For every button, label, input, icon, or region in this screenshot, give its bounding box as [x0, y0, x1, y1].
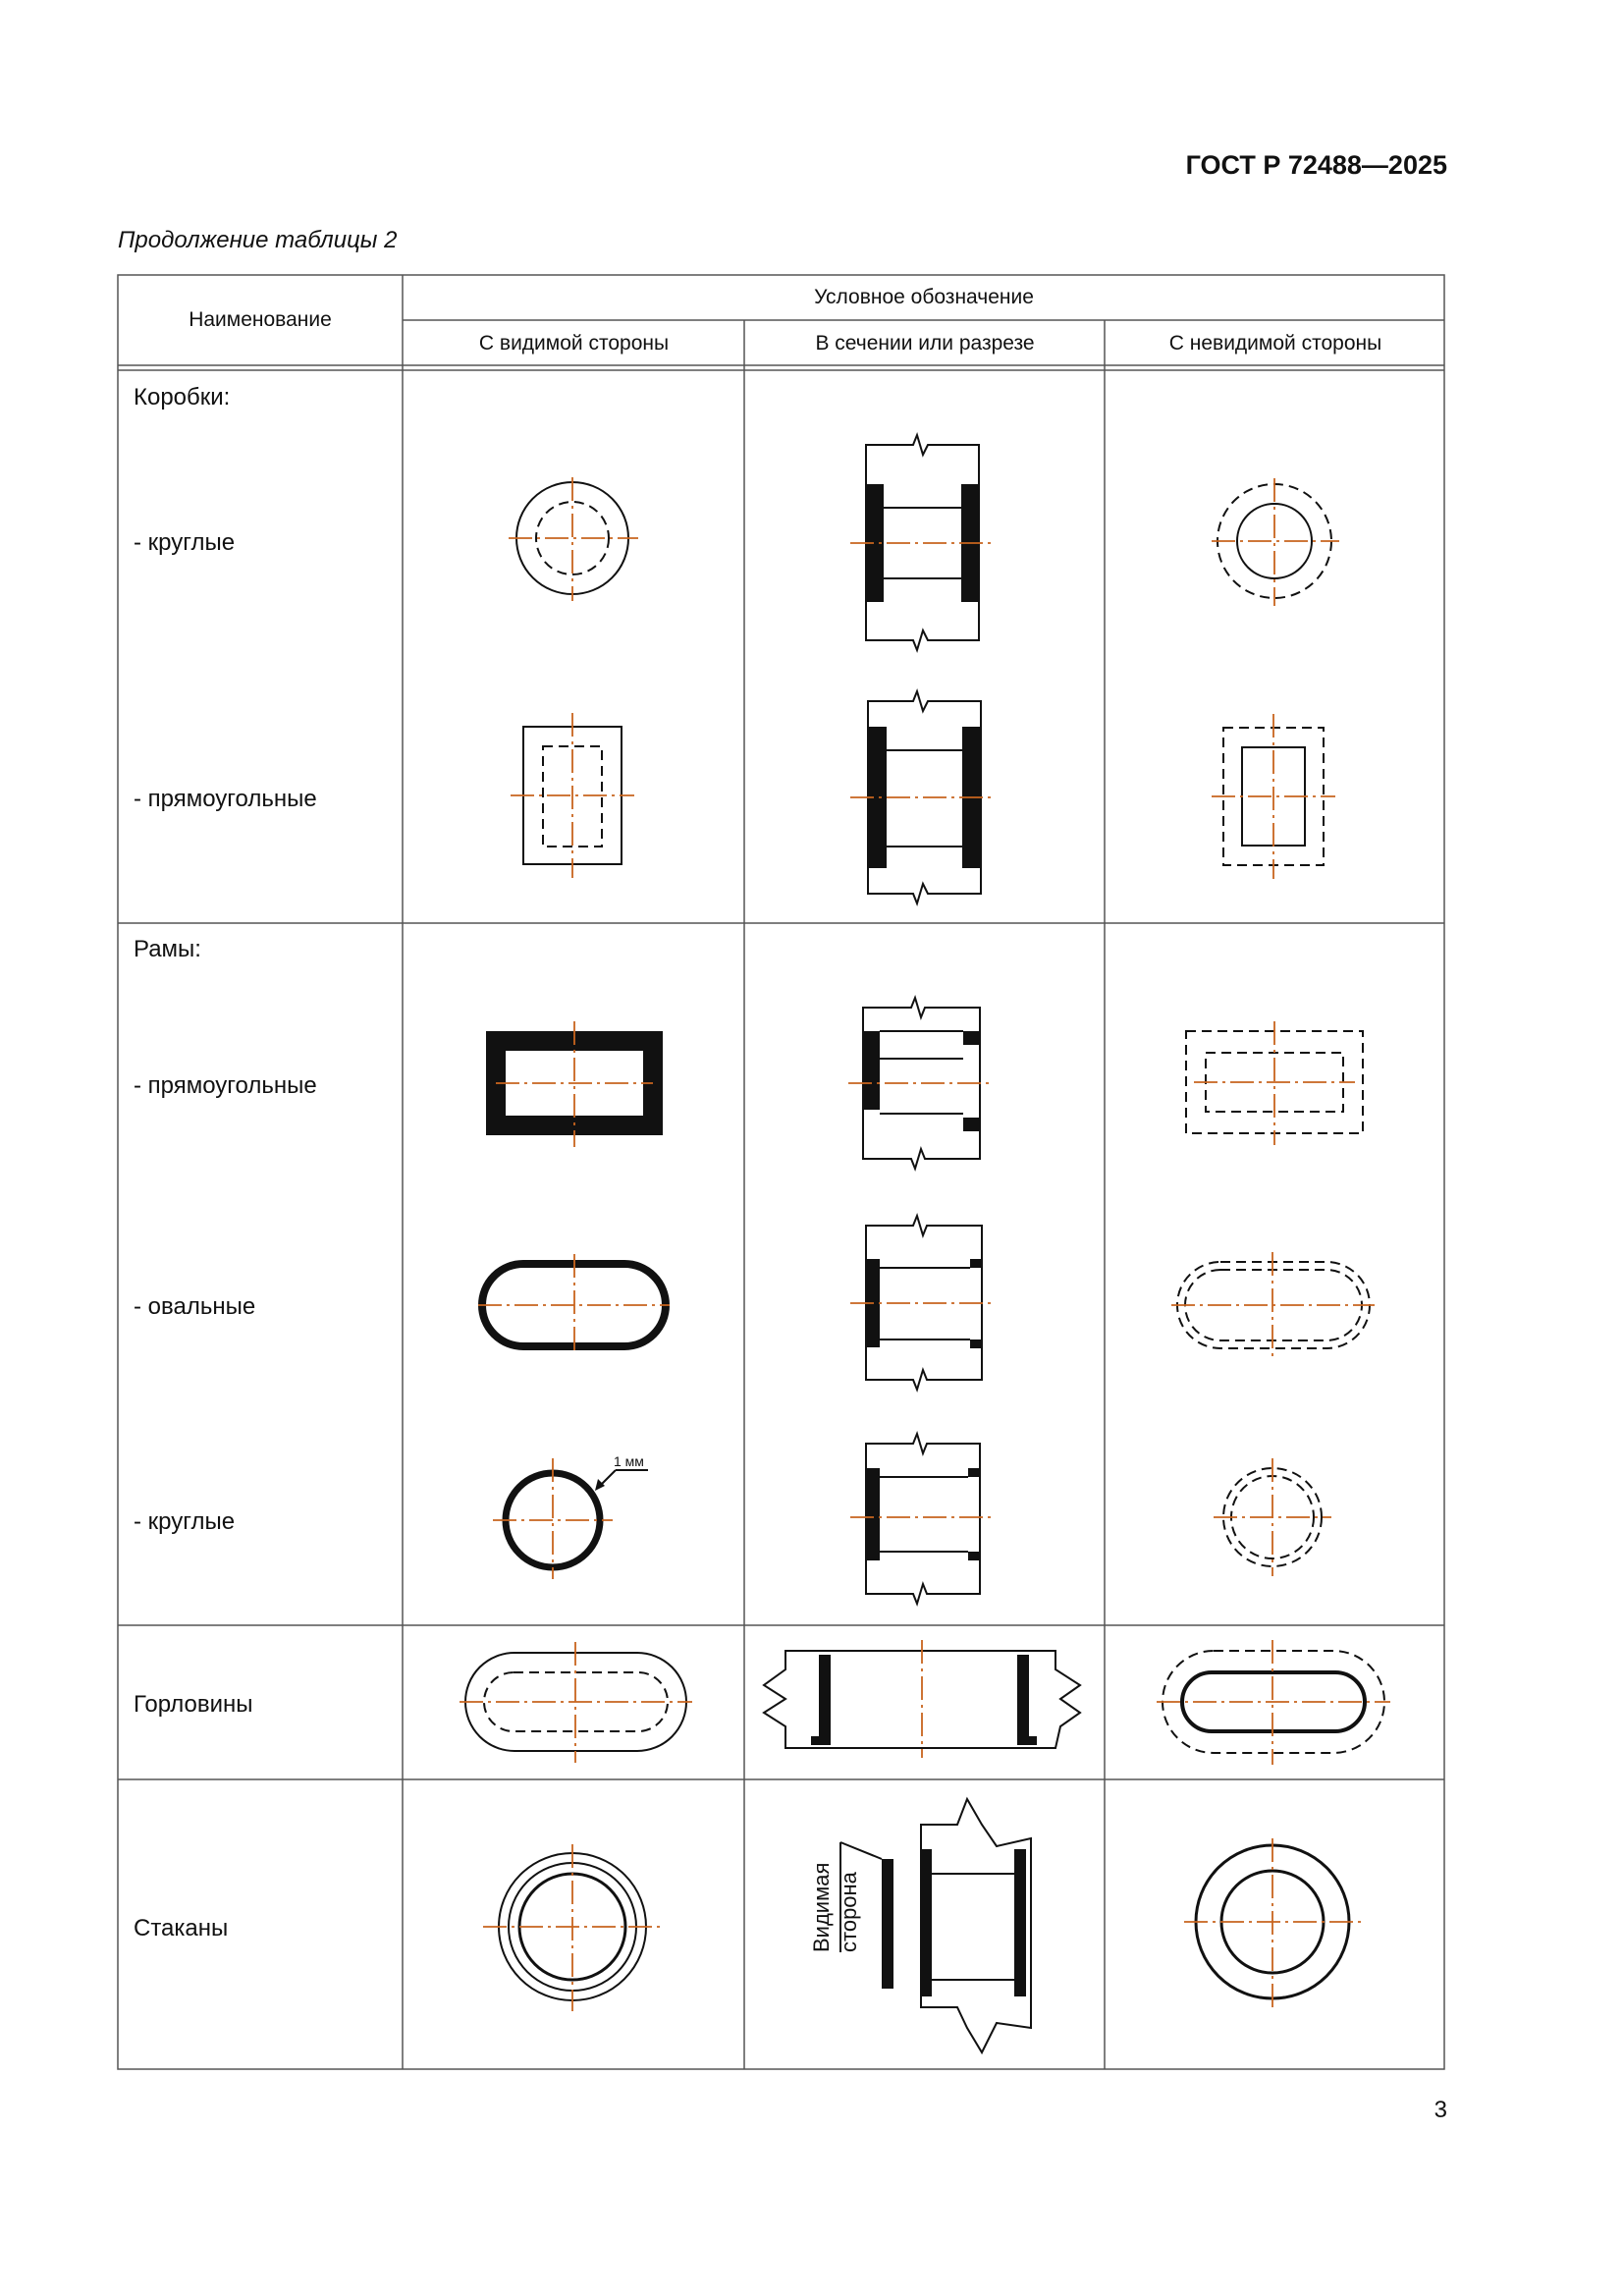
symbol-box-round-hidden: [1212, 478, 1339, 606]
symbol-sleeve-hidden: [1184, 1838, 1361, 2007]
symbol-box-rect-hidden: [1212, 714, 1335, 879]
symbol-neck-visible: [460, 1642, 692, 1763]
row-label-sleeves: Стаканы: [134, 1915, 229, 1941]
symbol-box-rect-section: [850, 691, 996, 903]
row-label-boxes-rect: - прямоугольные: [134, 786, 317, 812]
group-title-frames: Рамы:: [134, 936, 201, 962]
symbol-frame-round-visible: [493, 1453, 648, 1579]
header-group-title: Условное обозначение: [814, 286, 1034, 308]
visible-side-label-line2: сторона: [837, 1872, 861, 1952]
symbol-frame-oval-section: [850, 1216, 996, 1390]
symbol-frame-oval-visible: [478, 1254, 670, 1355]
symbol-frame-rect-section: [848, 998, 994, 1169]
page-number: 3: [1434, 2097, 1447, 2123]
symbol-sleeve-section: [809, 1799, 1031, 2052]
group-title-boxes: Коробки:: [134, 384, 231, 410]
header-col-hidden: С невидимой стороны: [1168, 332, 1382, 355]
symbol-frame-round-section: [850, 1434, 994, 1604]
table-continuation-caption: Продолжение таблицы 2: [118, 227, 398, 253]
visible-side-label-line1: Видимая: [809, 1862, 834, 1952]
row-label-necks: Горловины: [134, 1691, 253, 1718]
symbol-box-rect-visible: [511, 713, 634, 878]
header-col-section: В сечении или разрезе: [815, 332, 1035, 355]
symbol-frame-rect-visible: [486, 1021, 663, 1147]
symbol-frame-rect-hidden: [1186, 1021, 1363, 1145]
symbol-box-round-section: [850, 435, 994, 650]
symbol-box-round-visible: [509, 477, 638, 601]
header-name-column: Наименование: [189, 308, 332, 331]
header-col-visible: С видимой стороны: [478, 332, 670, 355]
symbol-frame-round-hidden: [1214, 1458, 1331, 1576]
row-label-boxes-round: - круглые: [134, 529, 236, 556]
row-label-frames-rect: - прямоугольные: [134, 1072, 317, 1099]
symbol-frame-oval-hidden: [1171, 1252, 1375, 1359]
symbol-sleeve-visible: [483, 1844, 662, 2011]
row-label-frames-oval: - овальные: [134, 1293, 256, 1320]
symbol-neck-hidden: [1157, 1640, 1390, 1765]
table-grid: [118, 275, 1444, 2069]
document-code: ГОСТ Р 72488—2025: [1185, 150, 1447, 180]
thickness-note: 1 мм: [614, 1453, 644, 1469]
row-label-frames-round: - круглые: [134, 1508, 236, 1535]
symbol-neck-section: [764, 1640, 1080, 1758]
